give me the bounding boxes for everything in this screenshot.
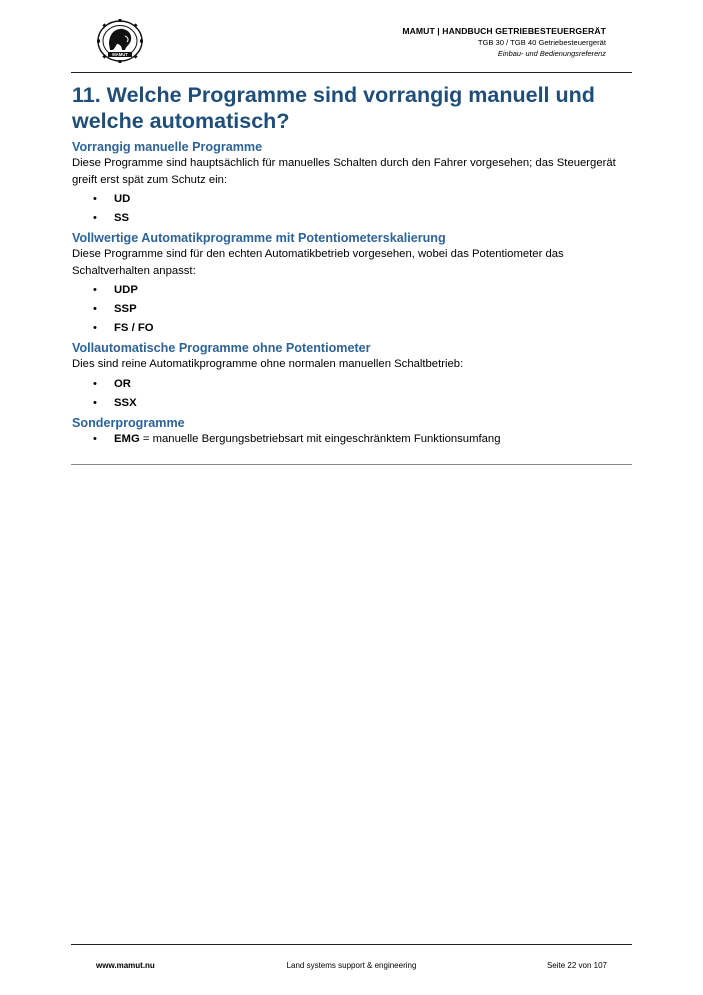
section-intro: Diese Programme sind hauptsächlich für manuelles Schalten durch den Fahrer vorgesehen; das Steuergerät greift erst spät zum Schutz ein: xyxy=(72,157,616,186)
page-content xyxy=(72,82,632,450)
bullet-icon: • xyxy=(93,396,97,409)
header-reference: Einbau- und Bedienungsreferenz xyxy=(497,49,606,58)
bullet-icon: • xyxy=(93,432,97,445)
program-description: = manuelle Bergungsbetriebsart mit eingeschränktem Funktionsumfang xyxy=(139,432,501,445)
list-item xyxy=(72,210,632,229)
list-item xyxy=(72,301,632,320)
list-item xyxy=(72,191,632,210)
content-divider xyxy=(71,464,632,465)
svg-text:MAMUT: MAMUT xyxy=(112,52,128,58)
program-code: SS xyxy=(114,212,130,225)
program-code: SSX xyxy=(114,396,137,409)
document-header xyxy=(402,26,606,59)
program-list xyxy=(72,376,632,414)
bullet-icon: • xyxy=(93,284,97,297)
program-code: UD xyxy=(114,193,131,206)
footer-page-number: Seite 22 von 107 xyxy=(546,961,607,970)
page-title: 11. Welche Programme sind vorrangig manuell und welche automatisch? xyxy=(72,83,595,133)
program-code: SSP xyxy=(114,303,137,316)
program-code: UDP xyxy=(114,284,138,297)
section-title: Vollwertige Automatikprogramme mit Potentiometerskalierung xyxy=(72,231,446,246)
header-divider xyxy=(71,72,632,73)
bullet-icon: • xyxy=(93,212,97,225)
bullet-icon: • xyxy=(93,303,97,316)
footer-divider xyxy=(71,944,632,945)
bullet-icon: • xyxy=(93,193,97,206)
bullet-icon: • xyxy=(93,377,97,390)
list-item xyxy=(72,282,632,301)
section-intro: Diese Programme sind für den echten Automatikbetrieb vorgesehen, wobei das Potentiometer das Schaltverhalten anpasst: xyxy=(72,248,564,277)
program-code: EMG xyxy=(114,432,140,445)
section-title: Vollautomatische Programme ohne Potentiometer xyxy=(72,341,371,356)
list-item xyxy=(72,320,632,339)
header-subtitle: TGB 30 / TGB 40 Getriebesteuergerät xyxy=(477,38,606,47)
program-list xyxy=(72,431,632,450)
list-item xyxy=(72,376,632,395)
footer-website: www.mamut.nu xyxy=(96,961,155,970)
section-title: Vorrangig manuelle Programme xyxy=(72,140,263,154)
program-list xyxy=(72,282,632,339)
program-code: OR xyxy=(114,377,131,390)
mamut-logo-icon xyxy=(95,18,145,64)
list-item xyxy=(72,395,632,414)
program-code: FS / FO xyxy=(114,322,154,335)
list-item xyxy=(72,431,632,450)
program-list xyxy=(72,191,632,229)
bullet-icon: • xyxy=(93,322,97,335)
section-intro: Dies sind reine Automatikprogramme ohne normalen manuellen Schaltbetrieb: xyxy=(72,358,464,371)
header-title: MAMUT | HANDBUCH GETRIEBESTEUERGERÄT xyxy=(402,26,606,36)
section-title: Sonderprogramme xyxy=(72,415,185,430)
footer-tagline: Land systems support & engineering xyxy=(286,961,417,970)
